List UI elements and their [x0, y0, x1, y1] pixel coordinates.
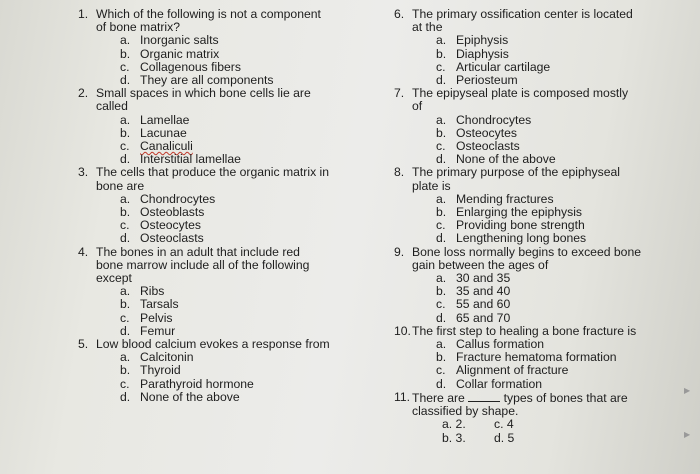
option-item — [412, 285, 684, 298]
question-10 — [394, 325, 684, 391]
option-item — [96, 114, 368, 127]
option-letter: b. — [120, 363, 131, 378]
option-letter: d. — [436, 310, 447, 325]
option-letter: d. — [436, 73, 447, 88]
question-3 — [78, 166, 368, 245]
question-stem: The bones in an adult that include red — [96, 244, 300, 259]
option-letter: a. — [120, 112, 131, 127]
question-stem: at the — [412, 20, 443, 35]
stem-text: types of bones that are — [503, 390, 628, 405]
arrow-icon: ▶ — [684, 386, 691, 395]
option-letter: a. — [120, 350, 131, 365]
option-item — [96, 206, 368, 219]
question-stem: The primary purpose of the epiphyseal — [412, 165, 620, 180]
option-letter: a. — [436, 337, 447, 352]
option-letter: c. — [120, 139, 130, 154]
option-item — [412, 364, 684, 377]
stem-text: There are — [412, 390, 465, 405]
option-letter: a. — [120, 33, 131, 48]
option-text: Thyroid — [140, 363, 181, 378]
option-text: Osteocytes — [456, 125, 517, 140]
option-text: Organic matrix — [140, 46, 220, 61]
option-letter: d. — [120, 152, 131, 167]
option-text: Femur — [140, 323, 176, 338]
option-text: 35 and 40 — [456, 284, 511, 299]
option-list — [96, 285, 368, 338]
option-item — [412, 272, 684, 285]
question-stem: The primary ossification center is located — [412, 7, 633, 21]
option-text: Calcitonin — [140, 350, 194, 365]
option-text: Collagenous fibers — [140, 59, 241, 74]
question-6 — [394, 8, 684, 87]
option-list — [96, 351, 368, 404]
question-7 — [394, 87, 684, 166]
option-text: Parathyroid hormone — [140, 376, 254, 391]
option-text: Interstitial lamellae — [140, 152, 241, 167]
option-list — [412, 338, 684, 391]
option-text: They are all components — [140, 73, 274, 88]
question-stem: of bone matrix? — [96, 20, 181, 35]
option-text: Callus formation — [456, 337, 545, 352]
option-letter: d. — [120, 231, 131, 246]
option-text: Lengthening long bones — [456, 231, 587, 246]
option-letter: a. — [436, 112, 447, 127]
option-row — [412, 432, 684, 445]
question-9 — [394, 246, 684, 325]
option-text: Epiphysis — [456, 33, 509, 48]
option-letter: d. — [120, 73, 131, 88]
option-letter: b. — [436, 125, 447, 140]
option-letter: a. — [436, 33, 447, 48]
option-list — [412, 114, 684, 167]
option-text: None of the above — [456, 152, 556, 167]
option-letter: c. — [120, 310, 130, 325]
option-text: 55 and 60 — [456, 297, 511, 312]
question-5 — [78, 338, 368, 404]
option-text: Osteoclasts — [140, 231, 204, 246]
option-item — [96, 219, 368, 232]
option-item — [412, 61, 684, 74]
question-number: 9. — [394, 244, 405, 259]
option-list — [412, 193, 684, 246]
question-stem: Bone loss normally begins to exceed bone — [412, 244, 641, 259]
question-number: 2. — [78, 86, 89, 101]
option-text: Lamellae — [140, 112, 190, 127]
question-1 — [78, 8, 368, 87]
option-item — [96, 298, 368, 311]
option-text: Articular cartilage — [456, 59, 551, 74]
option-text: Inorganic salts — [140, 33, 219, 48]
option-letter: b. — [436, 205, 447, 220]
option-letter: b. — [120, 46, 131, 61]
option-item — [412, 232, 684, 245]
option-item — [412, 114, 684, 127]
option-letter: a. — [120, 284, 131, 299]
option-letter: c. — [120, 376, 130, 391]
question-8 — [394, 166, 684, 245]
option-letter: c. — [436, 363, 446, 378]
arrow-icon: ▶ — [684, 430, 691, 439]
question-11 — [394, 391, 684, 445]
option-text: Chondrocytes — [456, 112, 532, 127]
question-number: 3. — [78, 165, 89, 180]
option-item — [96, 391, 368, 404]
question-stem: bone are — [96, 178, 145, 193]
question-stem: The first step to healing a bone fracture is — [412, 323, 637, 338]
option-text: Osteoblasts — [140, 205, 205, 220]
question-stem: Low blood calcium evokes a response from — [96, 337, 330, 352]
option-letter: c. — [120, 218, 130, 233]
question-number: 5. — [78, 337, 89, 352]
option-letter: a. — [436, 191, 447, 206]
question-number: 11. — [394, 389, 411, 404]
option-item — [96, 312, 368, 325]
option-text: Pelvis — [140, 310, 173, 325]
question-4 — [78, 246, 368, 338]
option-text: Lacunae — [140, 125, 187, 140]
option-text: Providing bone strength — [456, 218, 585, 233]
option-list — [96, 114, 368, 167]
option-item — [96, 193, 368, 206]
left-column — [78, 8, 368, 404]
option-item: a. 2. — [442, 417, 466, 432]
question-number: 4. — [78, 244, 89, 259]
option-row — [412, 418, 684, 431]
option-letter: b. — [436, 350, 447, 365]
option-item — [412, 312, 684, 325]
question-number: 7. — [394, 86, 405, 101]
option-text: Collar formation — [456, 376, 543, 391]
option-letter: d. — [436, 152, 447, 167]
option-item — [96, 34, 368, 47]
question-stem: bone marrow include all of the following — [96, 257, 310, 272]
option-item: c. 4 — [494, 417, 514, 432]
option-item — [412, 34, 684, 47]
option-item — [96, 351, 368, 364]
option-letter: a. — [120, 191, 131, 206]
question-number: 10. — [394, 323, 411, 338]
option-item — [412, 378, 684, 391]
option-list — [412, 272, 684, 325]
option-letter: d. — [436, 376, 447, 391]
question-stem: except — [96, 271, 132, 286]
option-letter: b. — [120, 297, 131, 312]
question-number: 8. — [394, 165, 405, 180]
option-letter: c. — [436, 297, 446, 312]
right-column — [394, 8, 684, 445]
question-stem: The epipyseal plate is composed mostly — [412, 86, 629, 101]
option-letter: d. — [120, 323, 131, 338]
option-list — [96, 34, 368, 87]
option-item: d. 5 — [494, 430, 515, 445]
question-stem: plate is — [412, 178, 451, 193]
option-text: Ribs — [140, 284, 165, 299]
option-letter: b. — [120, 205, 131, 220]
option-text: Osteoclasts — [456, 139, 520, 154]
option-list — [96, 193, 368, 246]
question-stem: Small spaces in which bone cells lie are — [96, 86, 311, 101]
question-stem: classified by shape. — [412, 404, 519, 419]
option-item — [412, 127, 684, 140]
question-stem: of — [412, 99, 423, 114]
option-text: Canaliculi — [140, 139, 193, 154]
option-text: 30 and 35 — [456, 271, 511, 286]
option-text: Fracture hematoma formation — [456, 350, 617, 365]
option-letter: c. — [436, 59, 446, 74]
option-letter: c. — [120, 59, 130, 74]
option-item — [412, 298, 684, 311]
option-text: Periosteum — [456, 73, 518, 88]
option-text: Alignment of fracture — [456, 363, 569, 378]
question-stem: gain between the ages of — [412, 257, 549, 272]
option-text: None of the above — [140, 389, 240, 404]
option-letter: b. — [120, 125, 131, 140]
question-stem: Which of the following is not a component — [96, 7, 321, 21]
option-text: 65 and 70 — [456, 310, 511, 325]
option-letter: d. — [120, 389, 131, 404]
option-text: Diaphysis — [456, 46, 509, 61]
option-text: Tarsals — [140, 297, 179, 312]
option-item — [96, 127, 368, 140]
option-list — [412, 34, 684, 87]
option-letter: c. — [436, 218, 446, 233]
question-stem — [412, 391, 684, 405]
question-number: 6. — [394, 7, 405, 21]
option-item — [96, 232, 368, 245]
option-letter: d. — [436, 231, 447, 246]
option-text: Mending fractures — [456, 191, 554, 206]
option-text: Enlarging the epiphysis — [456, 205, 583, 220]
question-2 — [78, 87, 368, 166]
question-number: 1. — [78, 7, 89, 21]
option-text: Chondrocytes — [140, 191, 216, 206]
question-stem: The cells that produce the organic matrix in — [96, 165, 330, 180]
option-item: b. 3. — [442, 430, 466, 445]
option-letter: a. — [436, 271, 447, 286]
question-stem: called — [96, 99, 128, 114]
option-item — [96, 285, 368, 298]
answer-blank — [468, 391, 500, 402]
option-letter: b. — [436, 284, 447, 299]
option-text: Osteocytes — [140, 218, 201, 233]
option-letter: c. — [436, 139, 446, 154]
option-letter: b. — [436, 46, 447, 61]
